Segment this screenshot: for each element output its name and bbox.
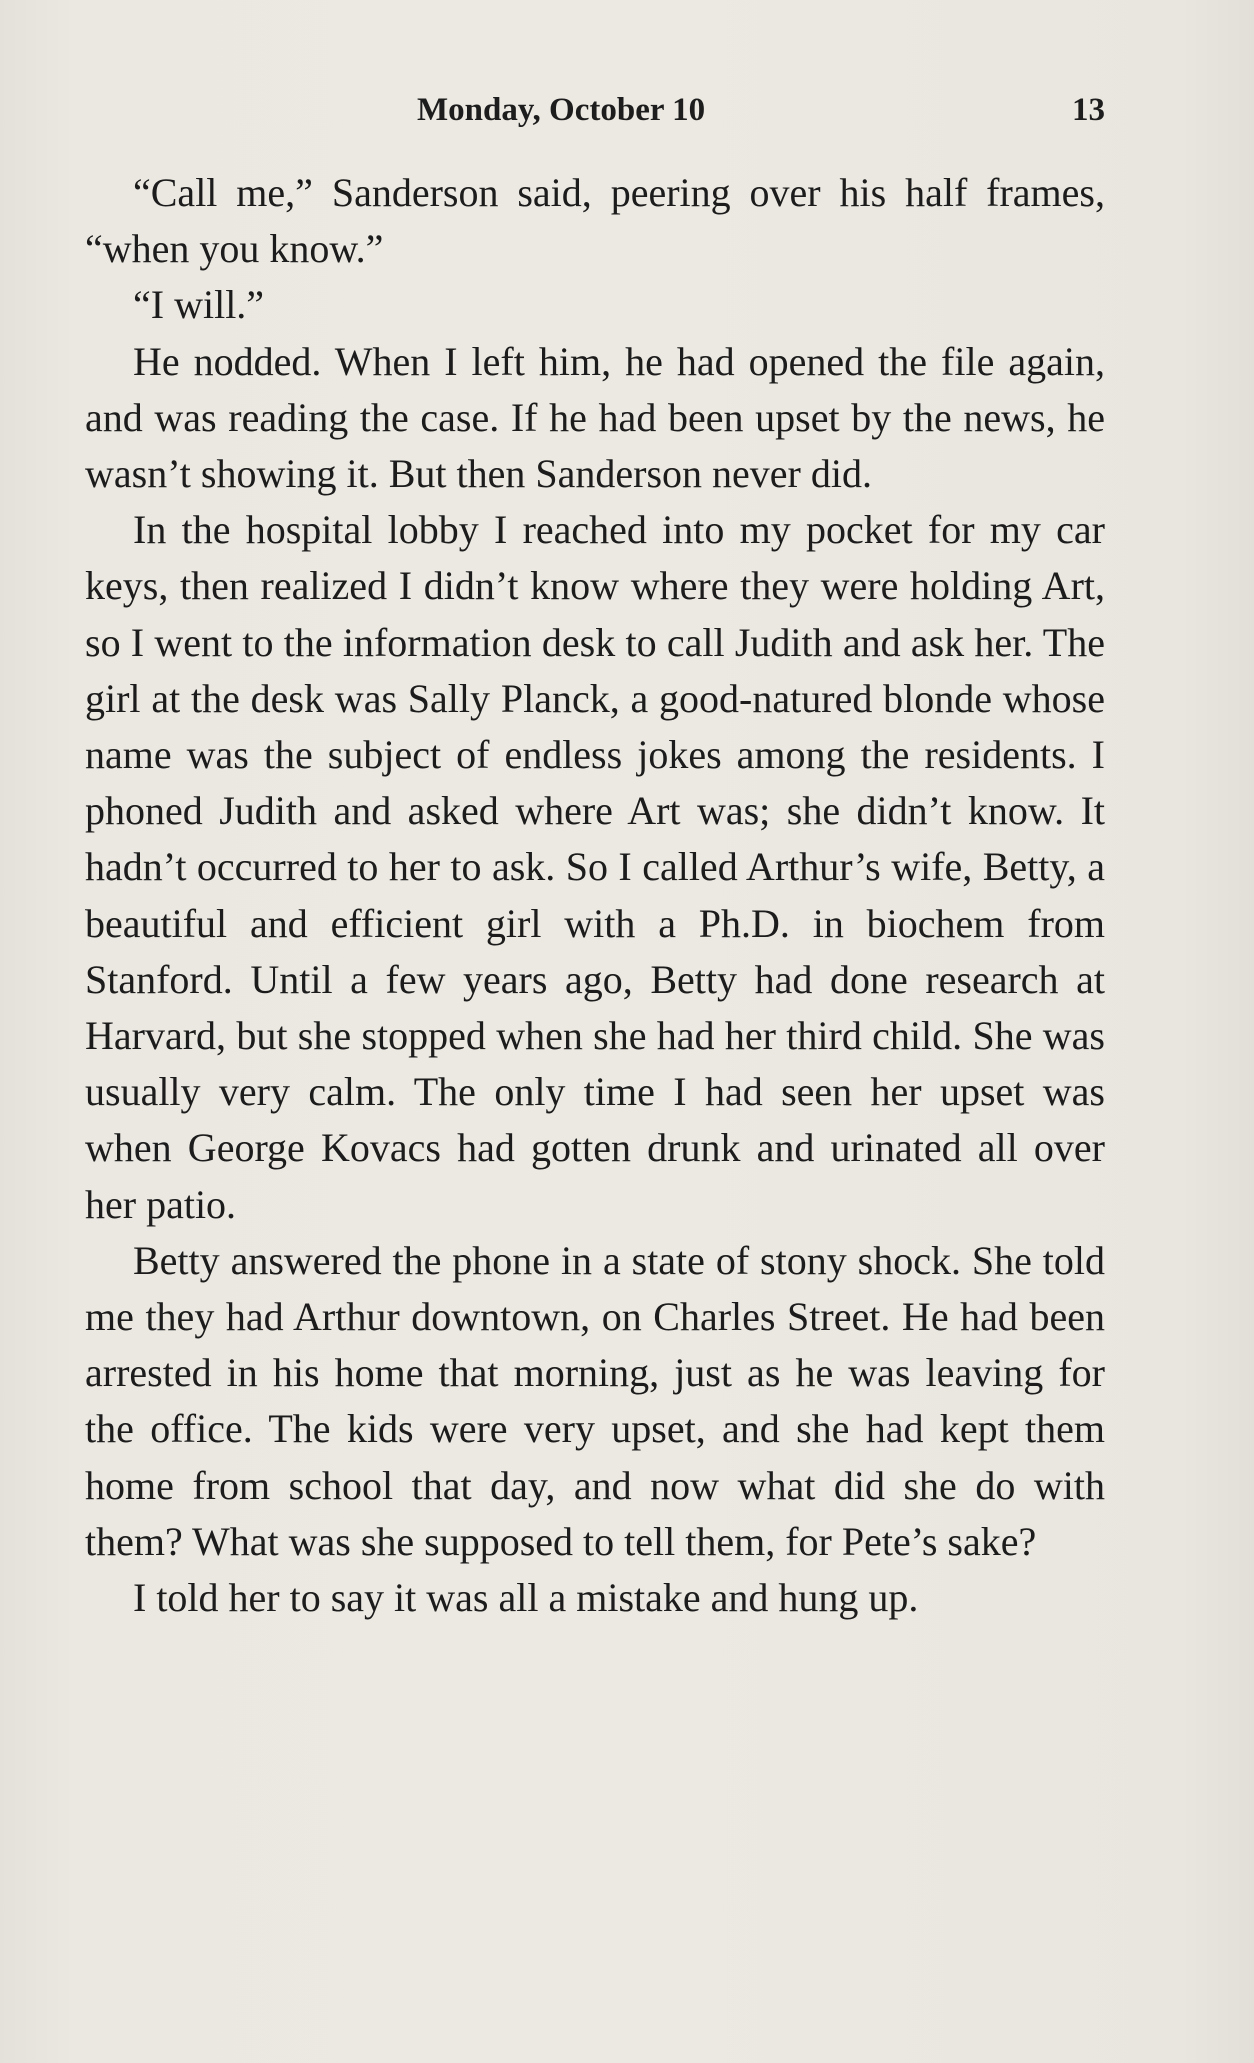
paragraph: I told her to say it was all a mistake and hung up. bbox=[133, 1575, 919, 1621]
paragraph: “Call me,” Sanderson said, peering over his half frames, “when you know.” bbox=[85, 170, 1105, 272]
paragraph: “I will.” bbox=[133, 282, 265, 328]
running-title: Monday, October 10 bbox=[417, 92, 706, 128]
page-number: 13 bbox=[1072, 92, 1105, 128]
body-text bbox=[85, 165, 1105, 1626]
paragraph: He nodded. When I left him, he had opened the file again, and was reading the case. If he had been upset by the news, he wasn’t showing it. But then Sanderson never did. bbox=[85, 338, 1105, 497]
paragraph: In the hospital lobby I reached into my pocket for my car keys, then realized I didn’t know where they were holding Art, so I went to the information desk to call Judith and ask her. The girl at the desk was Sally Planck, a good-natured blonde whose name was the subject of endless jokes among the residents. I phoned Judith and asked where Art was; she didn’t know. It hadn’t occurred to her to ask. So I called Arthur’s wife, Betty, a beautiful and efficient girl with a Ph.D. in biochem from Stanford. Until a few years ago, Betty had done research at Harvard, but she stopped when she had her third child. She was usually very calm. The only time I had seen her upset was when George Kovacs had gotten drunk and urinated all over her patio. bbox=[85, 507, 1105, 1227]
running-head bbox=[85, 92, 1105, 142]
paragraph: Betty answered the phone in a state of stony shock. She told me they had Arthur downtown, on Charles Street. He had been arrested in his home that morning, just as he was leaving for the office. The kids were very upset, and she had kept them home from school that day, and now what did she do with them? What was she supposed to tell them, for Pete’s sake? bbox=[85, 1237, 1105, 1564]
